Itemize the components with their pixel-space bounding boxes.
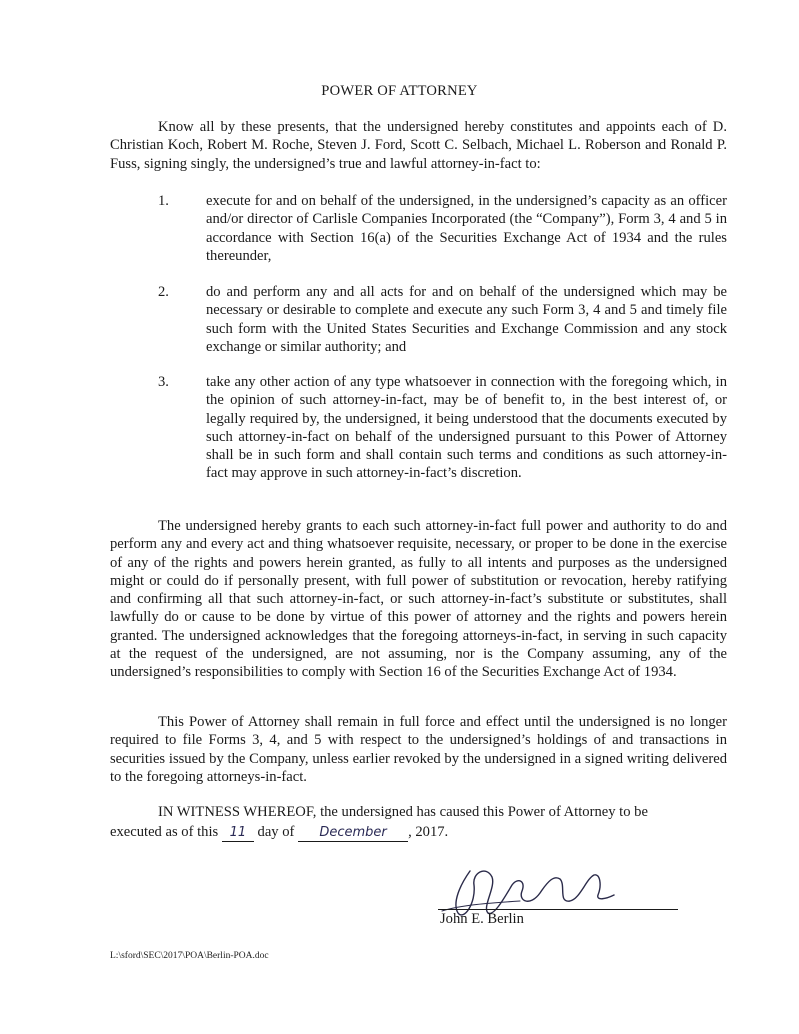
list-item-text: take any other action of any type whatsoever in connection with the foregoing which, in the opinion of such attorney-in-fact, may be of benefit to, in the best interest of, or legally required by, the undersigned, it being understood that the documents executed by such attorney-in-fact on behalf of the undersigned pursuant to this Power of Attorney shall be in such form and shall contain such terms and conditions as such attorney-in-fact may approve in such attorney-in-fact’s discretion. [206,374,727,482]
witness-clause [110,802,727,842]
list-item-number: 1. [158,193,169,209]
list-item-number: 2. [158,284,169,300]
day-field: 11 [222,825,254,842]
list-item-number: 3. [158,374,169,390]
file-path-footer: L:\sford\SEC\2017\POA\Berlin-POA.doc [110,951,269,961]
document-title: POWER OF ATTORNEY [321,83,478,99]
month-field: December [298,825,408,842]
signer-name: John E. Berlin [440,911,524,927]
duration-paragraph: This Power of Attorney shall remain in full force and effect until the undersigned is no longer required to file Forms 3, 4, and 5 with respect to the undersigned’s holdings of and transactions in securities issued by the Company, unless earlier revoked by the undersigned in a signed writing delivered to the foregoing attorneys-in-fact. [110,714,727,785]
list-item-text: execute for and on behalf of the undersigned, in the undersigned’s capacity as an officer and/or director of Carlisle Companies Incorporated (the “Company”), Form 3, 4 and 5 in accordance with Section 16(a) of the Securities Exchange Act of 1934 and the rules thereunder, [206,193,727,264]
list-item-text: do and perform any and all acts for and on behalf of the undersigned which may be necessary or desirable to complete and execute any such Form 3, 4 and 5 and timely file such form with the United States Securities and Exchange Commission and any stock exchange or similar authority; and [206,284,727,355]
signature-line [438,909,678,910]
witness-line: IN WITNESS WHEREOF, the undersigned has caused this Power of Attorney to be [158,804,648,820]
execution-line: executed as of this 11 day of December , 2017. [110,824,449,840]
grant-paragraph: The undersigned hereby grants to each such attorney-in-fact full power and authority to do and perform any and every act and thing whatsoever requisite, necessary, or proper to be done in the exercise of any of the rights and powers herein granted, as fully to all intents and purposes as the undersigned might or could do if personally present, with full power of substitution or revocation, hereby ratifying and confirming all that such attorney-in-fact, or such attorney-in-fact’s substitute or substitutes, shall lawfully do or cause to be done by virtue of this power of attorney and the rights and powers herein granted. The undersigned acknowledges that the foregoing attorneys-in-fact, in serving in such capacity at the request of the undersigned, are not assuming, nor is the Company assuming, any of the undersigned’s responsibilities to comply with Section 16 of the Securities Exchange Act of 1934. [110,518,727,681]
intro-paragraph: Know all by these presents, that the undersigned hereby constitutes and appoints each of D. Christian Koch, Robert M. Roche, Steven J. Ford, Scott C. Selbach, Michael L. Roberson and Ronald P. Fuss, signing singly, the undersigned’s true and lawful attorney-in-fact to: [110,119,727,172]
